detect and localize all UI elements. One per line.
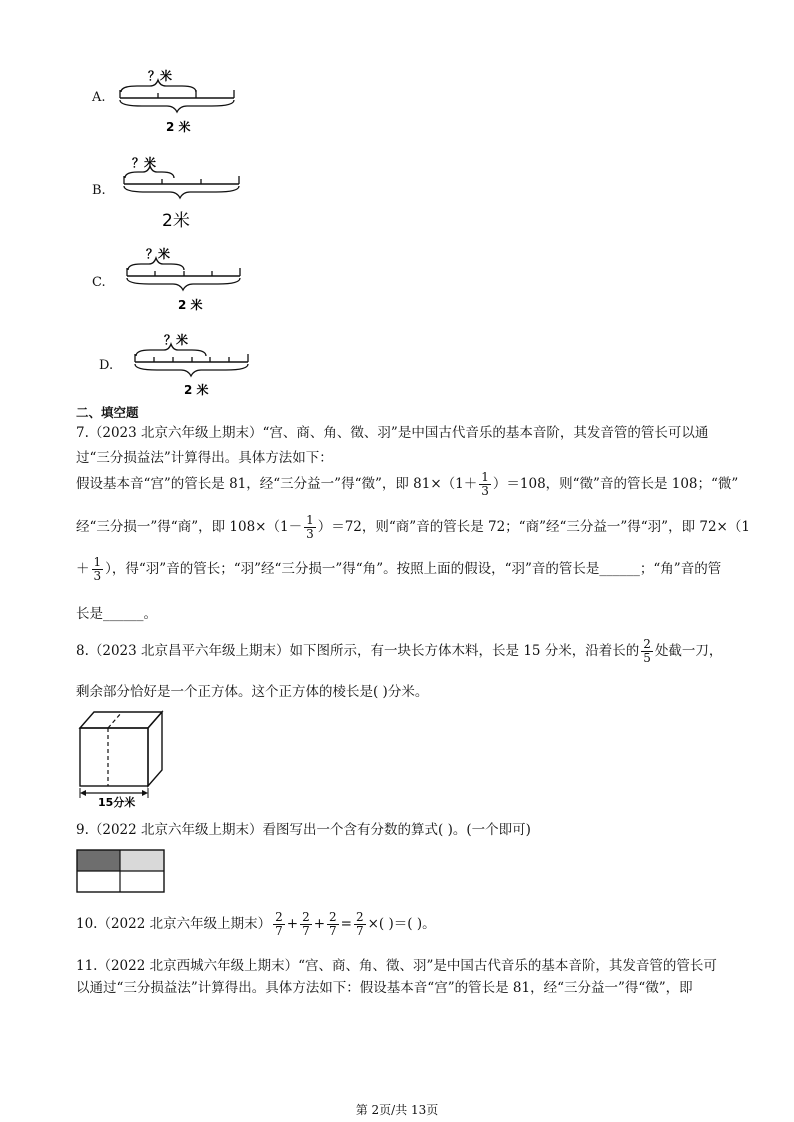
q8-figure-label: 15分米 [98,796,136,809]
q7-line5-text-a: ＋ [76,561,90,577]
q9-shaded-cell-dark [77,850,120,871]
q7-line4 [76,511,750,543]
q10-fraction-2: $\frac{2}{7}$ [302,910,310,938]
q8-line1-text-a: 8.（2023 北京昌平六年级上期末）如下图所示，有一块长方体木料，长是 15 分米，沿着长的 [76,643,640,659]
q7-line2: 过“三分损益法”计算得出。具体方法如下： [76,450,333,466]
q7-line5 [76,553,721,585]
q9-line1: 9.（2022 北京六年级上期末）看图写出一个含有分数的算式( )。(一个即可) [76,822,531,838]
q8-line1-text-b: 处截一刀， [654,643,723,659]
option-b-diagram [118,150,248,235]
option-c-diagram [118,243,248,315]
q8-fraction: $\frac{2}{5}$ [643,637,651,665]
option-c-bottom-label: 2 米 [178,298,203,312]
q7-line6: 长是______。 [76,606,157,622]
q10-line1: 10.（2022 北京六年级上期末） $\frac{2}{7}$ + $\frac{2}{7}$ + $\frac{2}{7}$ = $\frac{2}{7}$ ×( )＝( )。 [76,910,436,938]
q7-fraction-2: $\frac{1}{3}$ [306,513,314,541]
option-a-top-label: ？米 [148,69,173,83]
option-c-top-label: ？米 [146,247,171,261]
section-heading: 二、填空题 [76,405,139,420]
option-b-top-label: ？米 [132,156,157,170]
q10-prefix: 10.（2022 北京六年级上期末） [76,916,272,932]
q8-line1 [76,635,722,667]
q10-expr-tail: ×( )＝( )。 [367,916,436,932]
option-d-letter: D. [99,358,114,373]
option-d-top-label: ？米 [164,333,189,347]
option-a-letter: A. [92,90,106,105]
q7-line3-text-b: ）＝108，则“徵”音的管长是 108；“微” [492,476,739,492]
q11-line1: 11.（2022 北京西城六年级上期末）“宫、商、角、徵、羽”是中国古代音乐的基本音阶，其发音管的管长可 [76,958,717,974]
q10-fraction-3: $\frac{2}{7}$ [329,910,337,938]
option-a-diagram [112,62,242,140]
q7-fraction-3: $\frac{1}{3}$ [93,555,102,583]
option-c-letter: C. [92,275,106,290]
q10-fraction-1: $\frac{2}{7}$ [275,910,283,938]
option-b-letter: B. [92,183,106,198]
q9-shaded-cell-light [120,850,164,871]
option-d-bottom-label: 2 米 [184,383,209,397]
q8-line2: 剩余部分恰好是一个正方体。这个正方体的棱长是( )分米。 [76,684,429,700]
option-a-bottom-label: 2 米 [166,120,191,134]
q10-fraction-4: $\frac{2}{7}$ [355,910,364,938]
q7-line4-text-a: 经“三分损一”得“商”，即 108×（1－ [76,519,303,535]
q9-grid-figure [76,849,168,895]
page-footer: 第 2页/共 13页 [355,1103,439,1117]
q7-line3-text-a: 假设基本音“宫”的管长是 81，经“三分益一”得“徵”，即 81×（1＋ [76,476,478,492]
q7-line1: 7.（2023 北京六年级上期末）“宫、商、角、徵、羽”是中国古代音乐的基本音阶，其发音管的管长可以通 [76,425,709,441]
q8-cuboid-figure [72,706,172,810]
q7-line3 [76,468,738,500]
option-d-diagram [128,328,258,402]
q7-line5-text-b: ），得“羽”音的管长；“羽”经“三分损一”得“角”。按照上面的假设，“羽”音的管长是______；“角”音的管 [105,561,722,577]
option-b-bottom-label: 2米 [162,211,190,231]
q7-fraction-1: $\frac{1}{3}$ [481,470,489,498]
q11-line2: 以通过“三分损益法”计算得出。具体方法如下：假设基本音“宫”的管长是 81，经“三分益一”得“徵”，即 [76,980,693,996]
q7-line4-text-b: ）＝72，则“商”音的管长是 72；“商”经“三分益一”得“羽”，即 72×（1 [317,519,750,535]
